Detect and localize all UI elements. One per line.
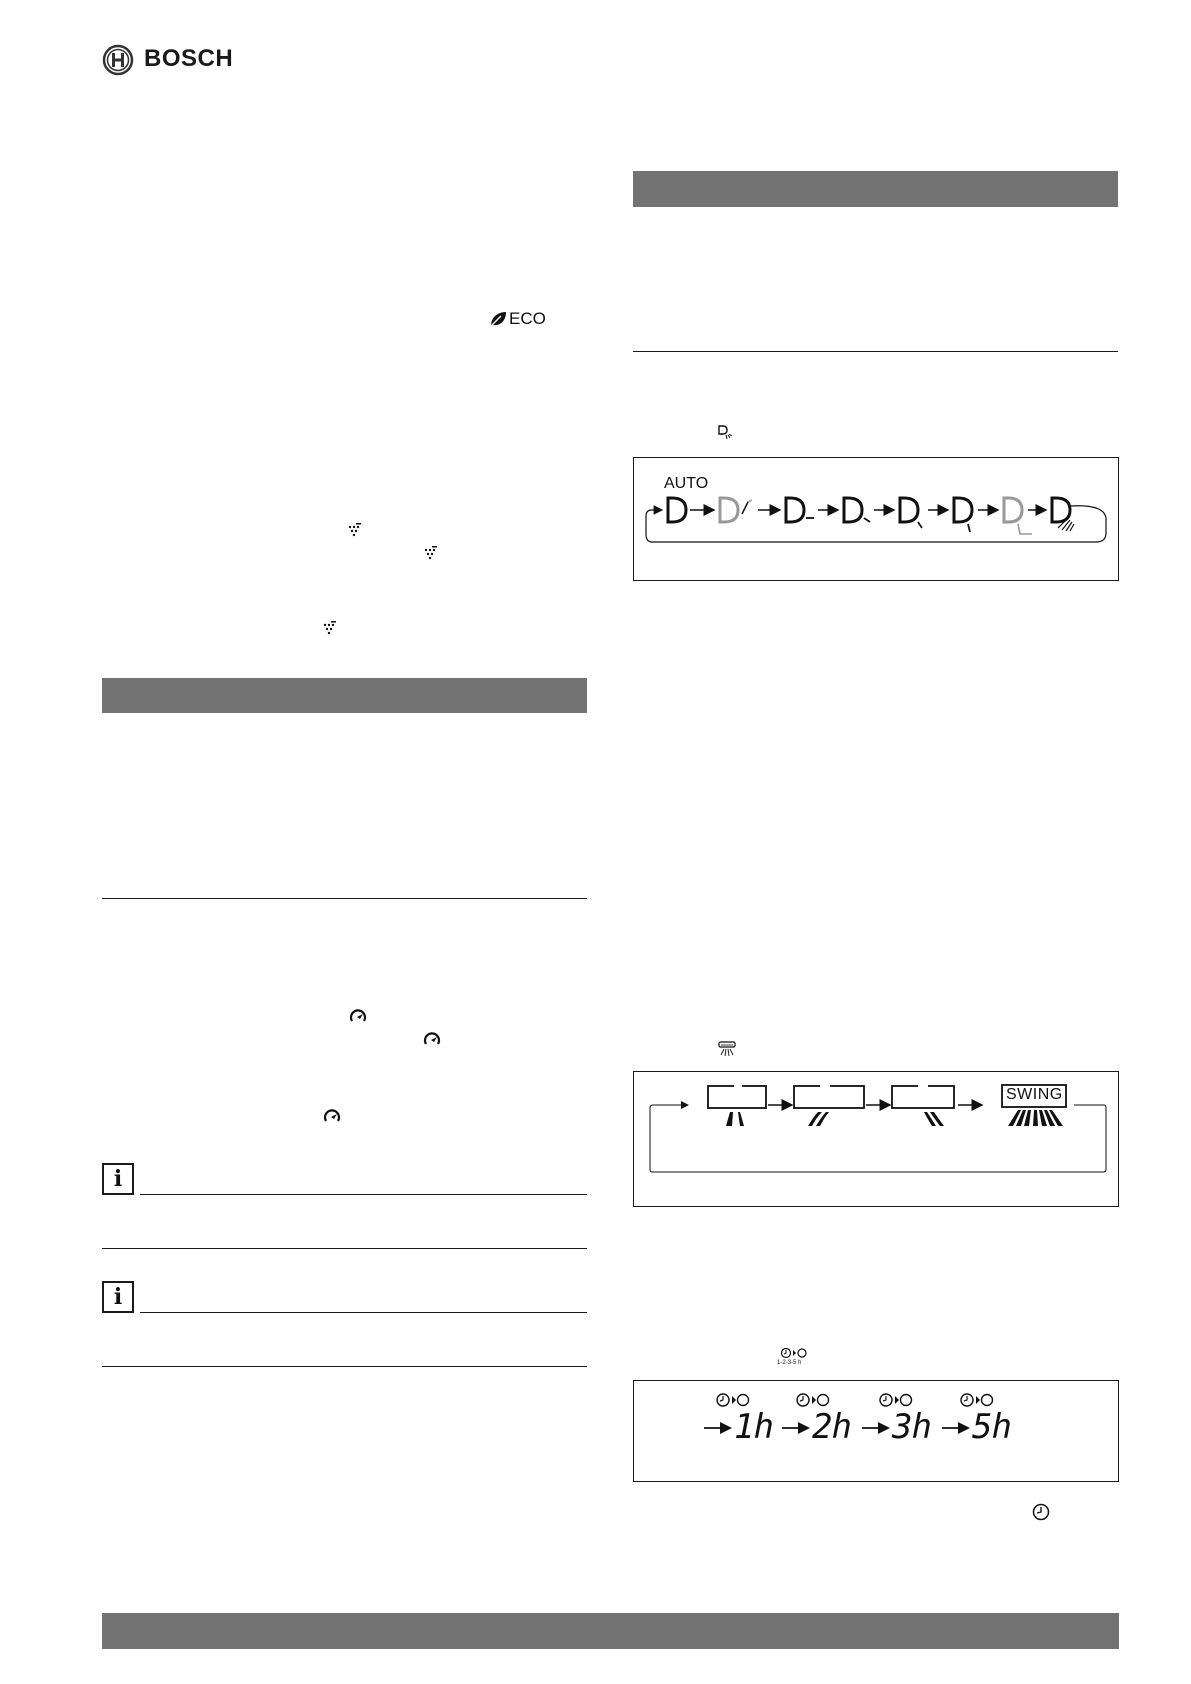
- airflow-position-5-symbol: [954, 498, 972, 532]
- eco-label: ECO: [509, 309, 546, 328]
- airflow-position-1-symbol: [720, 498, 752, 522]
- swing-position-2-symbol: [794, 1086, 864, 1126]
- footer-bar: [102, 1613, 1119, 1649]
- ion-icon: [322, 621, 336, 635]
- timer-off-icon: [781, 1347, 807, 1359]
- airflow-sequence-diagram: [633, 457, 1119, 581]
- ion-icon: [423, 546, 437, 560]
- timer-step-2h: 2h: [812, 1407, 851, 1447]
- timer-step-arrow: [862, 1421, 890, 1435]
- timer-sequence-diagram: [633, 1380, 1119, 1482]
- info-note-end-rule: [102, 1366, 587, 1367]
- info-icon: i: [102, 1163, 134, 1195]
- swing-position-1-symbol: [708, 1086, 766, 1126]
- info-note-rule: [140, 1312, 587, 1313]
- swing-icon: [717, 1041, 737, 1057]
- clock-icon: [1032, 1503, 1050, 1521]
- airflow-auto-symbol: [668, 498, 686, 522]
- swing-label: SWING: [1006, 1086, 1063, 1103]
- airflow-position-2-symbol: [786, 498, 814, 522]
- ion-icon: [347, 523, 361, 537]
- airflow-direction-icon: [717, 424, 735, 442]
- section-header-bar: [102, 678, 587, 713]
- info-note: [102, 1281, 587, 1367]
- swing-sequence-diagram: [633, 1071, 1119, 1207]
- timer-step-arrow: [782, 1421, 810, 1435]
- airflow-position-3-symbol: [844, 498, 870, 522]
- turbo-icon: [349, 1008, 367, 1024]
- bosch-armature-icon: [102, 44, 134, 76]
- info-note-end-rule: [102, 1248, 587, 1249]
- airflow-position-6-symbol: [1004, 498, 1032, 534]
- timer-off-icon: [879, 1392, 913, 1408]
- auto-label: AUTO: [664, 475, 709, 492]
- turbo-icon: [423, 1031, 441, 1047]
- section-rule: [633, 351, 1118, 352]
- leaf-icon: [489, 310, 507, 328]
- info-note-rule: [140, 1194, 587, 1195]
- section-rule: [102, 898, 587, 899]
- swing-position-3-symbol: [892, 1086, 954, 1126]
- timer-step-3h: 3h: [892, 1407, 931, 1447]
- info-note: [102, 1163, 587, 1249]
- airflow-swing-symbol: [1052, 498, 1074, 531]
- timer-off-button-symbol: [773, 1347, 813, 1371]
- timer-step-5h: 5h: [972, 1407, 1011, 1447]
- turbo-icon: [323, 1108, 341, 1124]
- timer-step-arrow: [704, 1421, 732, 1435]
- timer-off-icon: [960, 1392, 994, 1408]
- timer-button-caption: 1-2-3-5 h: [777, 1360, 802, 1366]
- timer-off-icon: [716, 1392, 750, 1408]
- timer-off-icon: [796, 1392, 830, 1408]
- airflow-sequence-graphic: [634, 458, 1118, 580]
- timer-step-arrow: [942, 1421, 970, 1435]
- timer-step-1h: 1h: [734, 1407, 773, 1447]
- eco-symbol: [489, 308, 559, 330]
- brand-name: BOSCH: [144, 45, 234, 72]
- brand-logo: [102, 42, 242, 78]
- airflow-position-4-symbol: [900, 498, 922, 528]
- section-header-bar: [633, 171, 1118, 207]
- info-icon: i: [102, 1281, 134, 1313]
